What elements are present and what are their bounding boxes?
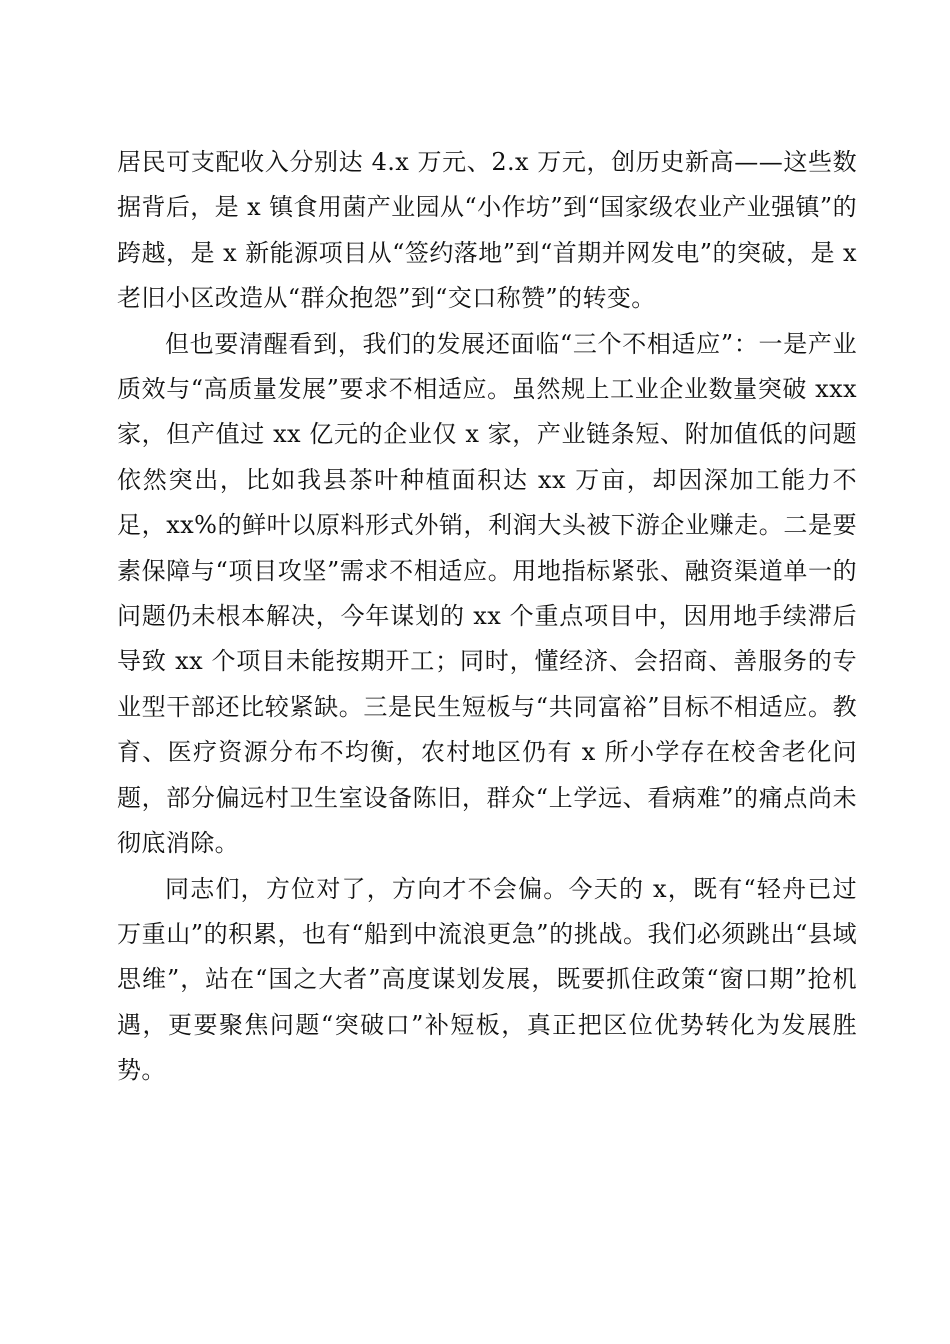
paragraph-challenges: 但也要清醒看到，我们的发展还面临“三个不相适应”：一是产业质效与“高质量发展”要求不相适应。虽然规上工业企业数量突破 xxx 家，但产值过 xx 亿元的企业仅 x 家，产业链条短、附加值低的问题依然突出，比如我县茶叶种植面积达 xx 万亩，却因深加工能力不足，xx%的鲜叶以原料形式外销，利润大头被下游企业赚走。二是要素保障与“项目攻坚”需求不相适应。用地指标紧张、融资渠道单一的问题仍未根本解决，今年谋划的 xx 个重点项目中，因用地手续滞后导致 xx 个项目未能按期开工；同时，懂经济、会招商、善服务的专业型干部还比较紧缺。三是民生短板与“共同富裕”目标不相适应。教育、医疗资源分布不均衡，农村地区仍有 x 所小学存在校舍老化问题，部分偏远村卫生室设备陈旧，群众“上学远、看病难”的痛点尚未彻底消除。 — [117, 329, 857, 858]
document-body — [117, 140, 857, 1094]
paragraph-conclusion: 同志们，方位对了，方向才不会偏。今天的 x，既有“轻舟已过万重山”的积累，也有“船到中流浪更急”的挑战。我们必须跳出“县域思维”，站在“国之大者”高度谋划发展，既要抓住政策“窗口期”抢机遇，更要聚焦问题“突破口”补短板，真正把区位优势转化为发展胜势。 — [117, 874, 857, 1085]
paragraph-continuation: 居民可支配收入分别达 4.x 万元、2.x 万元，创历史新高——这些数据背后，是 x 镇食用菌产业园从“小作坊”到“国家级农业产业强镇”的跨越，是 x 新能源项目从“签约落地”到“首期并网发电”的突破，是 x 老旧小区改造从“群众抱怨”到“交口称赞”的转变。 — [117, 148, 857, 313]
